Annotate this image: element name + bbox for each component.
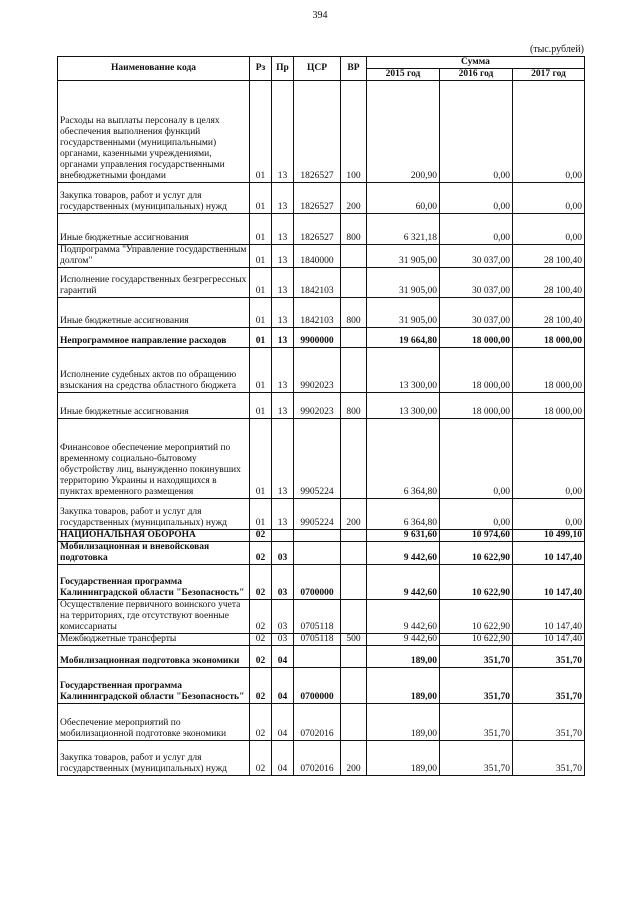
header-name: Наименование кода	[58, 57, 250, 81]
cell-y2016: 10 622,90	[440, 565, 513, 600]
cell-vr	[341, 600, 367, 634]
cell-pr: 13	[272, 419, 294, 499]
cell-pr: 13	[272, 328, 294, 348]
cell-y2017: 351,70	[513, 704, 585, 741]
cell-pr: 04	[272, 646, 294, 668]
cell-name: Закупка товаров, работ и услуг для государственных (муниципальных) нужд	[58, 741, 250, 776]
header-rz: Рз	[250, 57, 272, 81]
cell-y2017: 10 147,40	[513, 565, 585, 600]
cell-csr	[294, 646, 341, 668]
cell-y2017: 28 100,40	[513, 298, 585, 328]
cell-vr	[341, 268, 367, 298]
cell-y2015: 9 442,60	[367, 600, 440, 634]
header-2016: 2016 год	[440, 69, 513, 81]
cell-vr	[341, 245, 367, 268]
table-row	[58, 668, 585, 704]
cell-pr: 13	[272, 245, 294, 268]
table-row	[58, 268, 585, 298]
cell-y2015: 13 300,00	[367, 348, 440, 393]
cell-csr: 9902023	[294, 348, 341, 393]
cell-name: НАЦИОНАЛЬНАЯ ОБОРОНА	[58, 530, 250, 542]
cell-vr: 100	[341, 81, 367, 183]
cell-y2015: 9 442,60	[367, 634, 440, 646]
cell-y2017: 10 147,40	[513, 600, 585, 634]
cell-rz: 01	[250, 183, 272, 214]
cell-y2017: 0,00	[513, 81, 585, 183]
cell-name: Иные бюджетные ассигнования	[58, 298, 250, 328]
table-row	[58, 393, 585, 419]
cell-csr: 0702016	[294, 741, 341, 776]
cell-y2015: 6 364,80	[367, 419, 440, 499]
cell-csr: 1840000	[294, 245, 341, 268]
cell-y2017: 0,00	[513, 183, 585, 214]
cell-y2017: 351,70	[513, 668, 585, 704]
cell-y2017: 0,00	[513, 419, 585, 499]
cell-name: Непрограммное направление расходов	[58, 328, 250, 348]
cell-name: Осуществление первичного воинского учета на территориях, где отсутствуют военные комиссариаты	[58, 600, 250, 634]
cell-y2017: 18 000,00	[513, 393, 585, 419]
cell-rz: 02	[250, 565, 272, 600]
cell-y2015: 13 300,00	[367, 393, 440, 419]
cell-vr: 500	[341, 634, 367, 646]
table-row	[58, 419, 585, 499]
cell-name: Государственная программа Калининградской области "Безопасность"	[58, 668, 250, 704]
cell-rz: 02	[250, 704, 272, 741]
cell-name: Иные бюджетные ассигнования	[58, 214, 250, 245]
cell-y2016: 30 037,00	[440, 268, 513, 298]
cell-rz: 02	[250, 542, 272, 565]
cell-y2016: 10 622,90	[440, 634, 513, 646]
cell-pr: 04	[272, 741, 294, 776]
table-row	[58, 81, 585, 183]
cell-vr	[341, 348, 367, 393]
cell-rz: 02	[250, 741, 272, 776]
cell-pr: 13	[272, 348, 294, 393]
table-row	[58, 183, 585, 214]
cell-y2016: 18 000,00	[440, 348, 513, 393]
table-row	[58, 542, 585, 565]
table-row	[58, 245, 585, 268]
table-row	[58, 348, 585, 393]
cell-y2016: 0,00	[440, 81, 513, 183]
cell-rz: 01	[250, 81, 272, 183]
cell-vr	[341, 328, 367, 348]
cell-pr: 03	[272, 600, 294, 634]
cell-rz: 02	[250, 646, 272, 668]
cell-name: Расходы на выплаты персоналу в целях обеспечения выполнения функций государственными (муниципальными) органами, казенными учреждениями, органами управления государственными внебюджетными фондами	[58, 81, 250, 183]
cell-y2016: 0,00	[440, 214, 513, 245]
cell-y2017: 0,00	[513, 499, 585, 530]
cell-name: Мобилизационная и вневойсковая подготовка	[58, 542, 250, 565]
cell-y2016: 30 037,00	[440, 245, 513, 268]
cell-y2016: 30 037,00	[440, 298, 513, 328]
cell-name: Исполнение судебных актов по обращению взыскания на средства областного бюджета	[58, 348, 250, 393]
cell-csr: 0700000	[294, 668, 341, 704]
cell-name: Подпрограмма "Управление государственным долгом"	[58, 245, 250, 268]
cell-csr	[294, 542, 341, 565]
header-vr: ВР	[341, 57, 367, 81]
cell-name: Финансовое обеспечение мероприятий по временному социально-бытовому обустройству лиц, вынужденно покинувших территорию Украины и находящихся в пунктах временного размещения	[58, 419, 250, 499]
cell-csr: 1826527	[294, 214, 341, 245]
cell-y2015: 189,00	[367, 646, 440, 668]
cell-vr	[341, 668, 367, 704]
cell-y2015: 31 905,00	[367, 268, 440, 298]
table-row	[58, 704, 585, 741]
table-row	[58, 328, 585, 348]
cell-vr	[341, 704, 367, 741]
budget-table	[57, 56, 585, 776]
cell-y2016: 10 974,60	[440, 530, 513, 542]
cell-y2015: 200,90	[367, 81, 440, 183]
header-2017: 2017 год	[513, 69, 585, 81]
cell-y2017: 351,70	[513, 741, 585, 776]
cell-y2017: 10 147,40	[513, 542, 585, 565]
cell-y2015: 19 664,80	[367, 328, 440, 348]
cell-csr: 9905224	[294, 419, 341, 499]
cell-y2016: 351,70	[440, 646, 513, 668]
cell-csr: 1842103	[294, 268, 341, 298]
cell-y2017: 28 100,40	[513, 268, 585, 298]
cell-pr: 03	[272, 634, 294, 646]
cell-y2017: 10 147,40	[513, 634, 585, 646]
cell-name: Обеспечение мероприятий по мобилизационной подготовке экономики	[58, 704, 250, 741]
table-row	[58, 214, 585, 245]
cell-vr: 800	[341, 298, 367, 328]
cell-pr: 04	[272, 668, 294, 704]
cell-y2015: 189,00	[367, 704, 440, 741]
table-row	[58, 565, 585, 600]
cell-rz: 02	[250, 668, 272, 704]
cell-pr: 13	[272, 214, 294, 245]
cell-rz: 01	[250, 328, 272, 348]
cell-y2017: 10 499,10	[513, 530, 585, 542]
cell-y2017: 0,00	[513, 214, 585, 245]
table-row	[58, 741, 585, 776]
header-2015: 2015 год	[367, 69, 440, 81]
table-row	[58, 298, 585, 328]
table-row	[58, 530, 585, 542]
cell-rz: 02	[250, 600, 272, 634]
cell-csr: 1842103	[294, 298, 341, 328]
cell-csr: 9900000	[294, 328, 341, 348]
cell-y2015: 31 905,00	[367, 245, 440, 268]
cell-y2016: 0,00	[440, 419, 513, 499]
cell-rz: 02	[250, 530, 272, 542]
cell-y2017: 28 100,40	[513, 245, 585, 268]
table-row	[58, 600, 585, 634]
cell-y2016: 10 622,90	[440, 600, 513, 634]
units-label: (тыс.рублей)	[529, 44, 584, 55]
cell-csr: 0702016	[294, 704, 341, 741]
cell-y2016: 0,00	[440, 183, 513, 214]
cell-csr	[294, 530, 341, 542]
cell-vr: 800	[341, 393, 367, 419]
table-body	[58, 81, 585, 776]
table-row	[58, 634, 585, 646]
cell-vr	[341, 646, 367, 668]
cell-rz: 01	[250, 419, 272, 499]
cell-rz: 01	[250, 298, 272, 328]
cell-y2015: 9 631,60	[367, 530, 440, 542]
cell-pr: 13	[272, 499, 294, 530]
header-csr: ЦСР	[294, 57, 341, 81]
cell-rz: 01	[250, 214, 272, 245]
cell-y2015: 189,00	[367, 668, 440, 704]
cell-csr: 9905224	[294, 499, 341, 530]
cell-pr: 13	[272, 183, 294, 214]
cell-y2016: 351,70	[440, 668, 513, 704]
cell-rz: 01	[250, 393, 272, 419]
cell-pr	[272, 530, 294, 542]
cell-csr: 0705118	[294, 600, 341, 634]
cell-pr: 13	[272, 81, 294, 183]
cell-y2015: 9 442,60	[367, 565, 440, 600]
cell-name: Закупка товаров, работ и услуг для государственных (муниципальных) нужд	[58, 499, 250, 530]
cell-rz: 01	[250, 268, 272, 298]
cell-vr: 800	[341, 214, 367, 245]
cell-y2017: 351,70	[513, 646, 585, 668]
cell-y2016: 0,00	[440, 499, 513, 530]
table-row	[58, 646, 585, 668]
cell-csr: 1826527	[294, 183, 341, 214]
cell-vr	[341, 419, 367, 499]
cell-name: Иные бюджетные ассигнования	[58, 393, 250, 419]
cell-pr: 03	[272, 542, 294, 565]
cell-y2015: 9 442,60	[367, 542, 440, 565]
cell-y2016: 351,70	[440, 704, 513, 741]
cell-name: Государственная программа Калининградской области "Безопасность"	[58, 565, 250, 600]
cell-pr: 03	[272, 565, 294, 600]
cell-vr: 200	[341, 499, 367, 530]
cell-y2017: 18 000,00	[513, 348, 585, 393]
cell-y2015: 31 905,00	[367, 298, 440, 328]
cell-csr: 0705118	[294, 634, 341, 646]
cell-csr: 0700000	[294, 565, 341, 600]
cell-pr: 13	[272, 298, 294, 328]
cell-y2015: 60,00	[367, 183, 440, 214]
page-number: 394	[312, 10, 328, 21]
cell-rz: 01	[250, 348, 272, 393]
cell-y2015: 6 321,18	[367, 214, 440, 245]
cell-rz: 01	[250, 245, 272, 268]
table-row	[58, 499, 585, 530]
cell-name: Исполнение государственных безгрегрессных гарантий	[58, 268, 250, 298]
cell-y2016: 351,70	[440, 741, 513, 776]
cell-y2015: 6 364,80	[367, 499, 440, 530]
cell-y2016: 18 000,00	[440, 328, 513, 348]
header-sum: Сумма	[367, 57, 585, 69]
cell-rz: 01	[250, 499, 272, 530]
header-pr: Пр	[272, 57, 294, 81]
cell-y2017: 18 000,00	[513, 328, 585, 348]
cell-csr: 9902023	[294, 393, 341, 419]
cell-vr: 200	[341, 183, 367, 214]
cell-name: Закупка товаров, работ и услуг для государственных (муниципальных) нужд	[58, 183, 250, 214]
cell-pr: 04	[272, 704, 294, 741]
cell-vr	[341, 565, 367, 600]
cell-pr: 13	[272, 393, 294, 419]
cell-vr	[341, 542, 367, 565]
cell-vr	[341, 530, 367, 542]
cell-y2016: 18 000,00	[440, 393, 513, 419]
cell-rz: 02	[250, 634, 272, 646]
cell-y2016: 10 622,90	[440, 542, 513, 565]
cell-vr: 200	[341, 741, 367, 776]
cell-name: Мобилизационная подготовка экономики	[58, 646, 250, 668]
cell-y2015: 189,00	[367, 741, 440, 776]
cell-name: Межбюджетные трансферты	[58, 634, 250, 646]
cell-pr: 13	[272, 268, 294, 298]
cell-csr: 1826527	[294, 81, 341, 183]
